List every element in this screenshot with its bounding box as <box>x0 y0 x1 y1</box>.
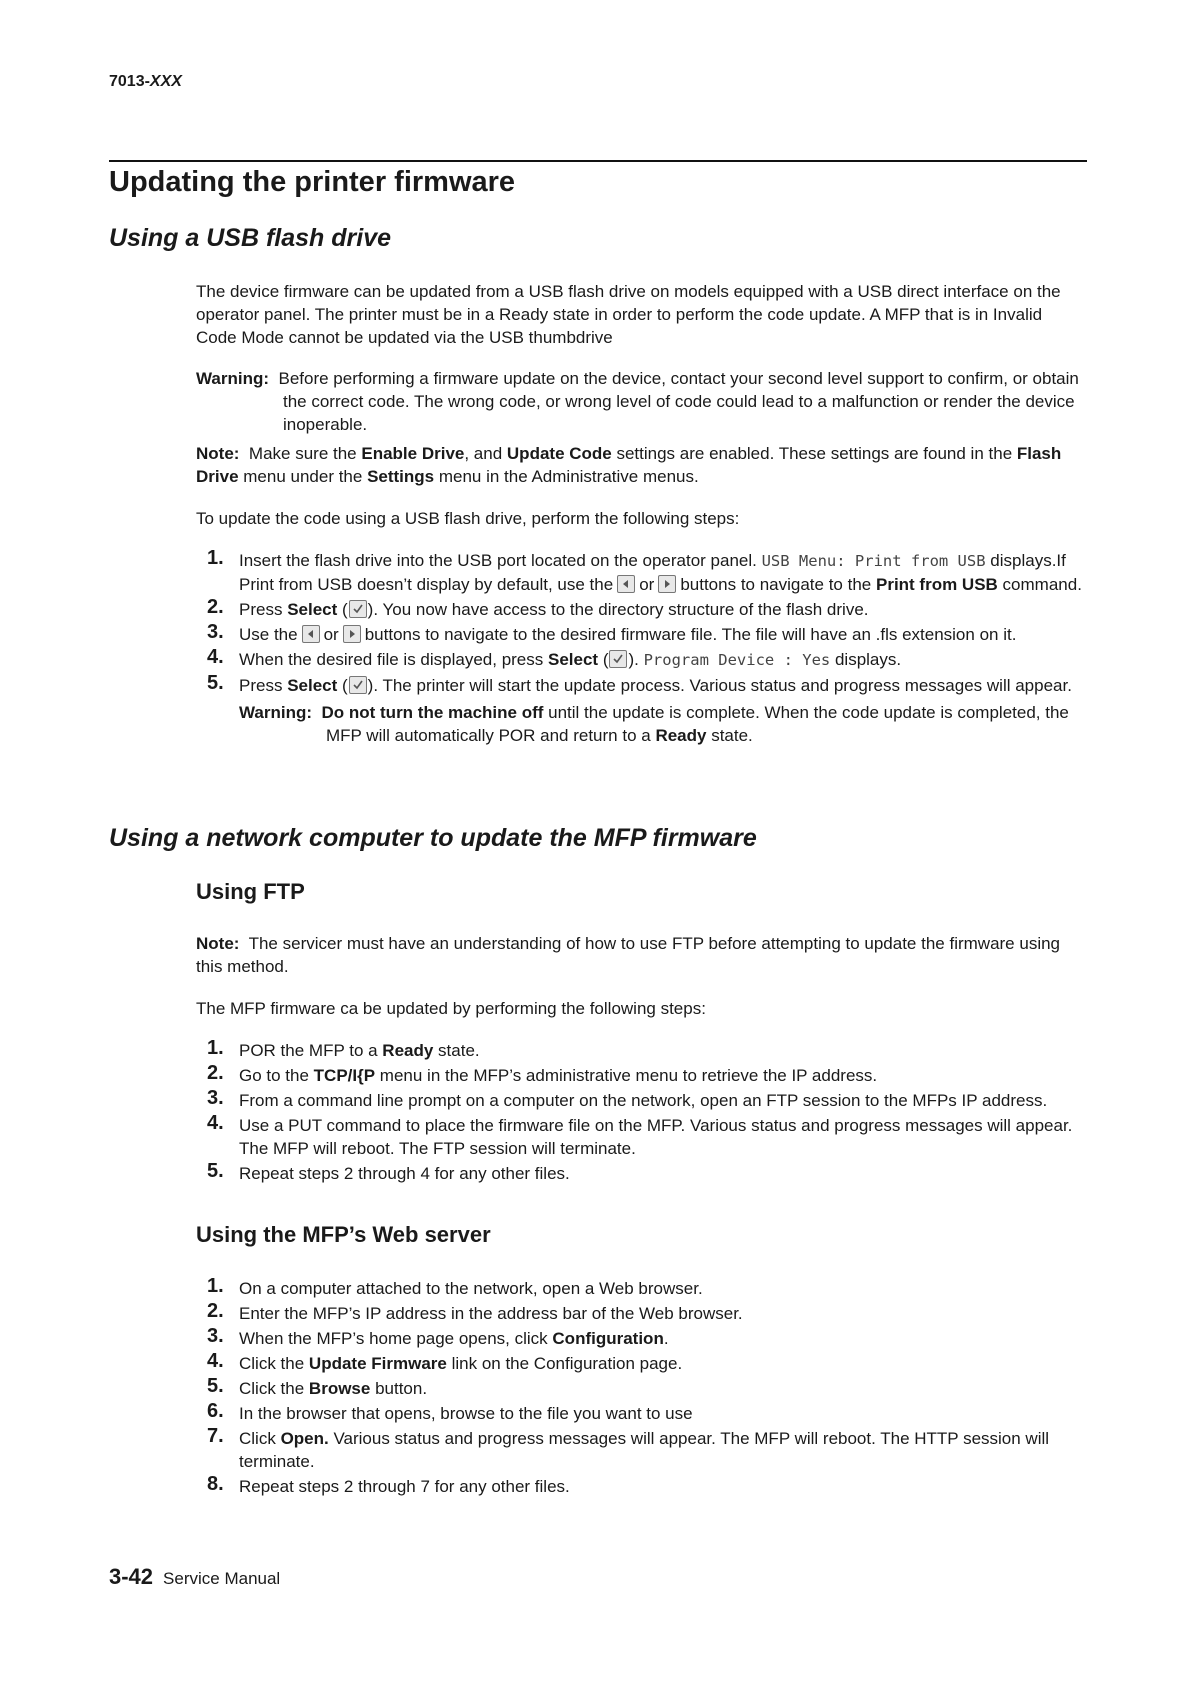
list-item: 6. In the browser that opens, browse to the file you want to use <box>207 1400 693 1423</box>
list-item: 1. POR the MFP to a Ready state. <box>207 1037 480 1060</box>
display-message: Program Device : Yes <box>643 651 831 669</box>
ftp-lead: The MFP firmware ca be updated by performing the following steps: <box>196 999 706 1018</box>
list-item: 2. Press Select ( ). You now have access to the directory structure of the flash drive. <box>207 596 869 619</box>
web-heading: Using the MFP’s Web server <box>196 1222 491 1247</box>
list-item: 3. Use the or buttons to navigate to the desired firmware file. The file will have an .fls extension on it. <box>207 621 1017 644</box>
right-arrow-icon <box>343 625 361 643</box>
list-item: 2. Enter the MFP’s IP address in the address bar of the Web browser. <box>207 1300 743 1323</box>
display-message: USB Menu: Print from USB <box>761 552 986 570</box>
select-check-icon <box>349 676 367 694</box>
ftp-heading: Using FTP <box>196 879 305 904</box>
web-section <box>196 1277 1084 1500</box>
list-item: 1. Insert the flash drive into the USB port located on the operator panel. USB Menu: Print from USB displays.If Print from USB doesn’t display by default, use the or buttons to navigate to the Print from USB command. <box>207 547 1082 594</box>
ftp-steps <box>196 1039 1084 1185</box>
usb-heading: Using a USB flash drive <box>109 224 392 252</box>
list-item: 5. Press Select ( ). The printer will start the update process. Various status and progress messages will appear. Warning: Do not turn the machine off until the update is complete. When the code update is completed, the MFP will automatically POR and return to a Ready state. <box>196 674 1084 747</box>
list-item: 3. From a command line prompt on a computer on the network, open an FTP session to the MFPs IP address. <box>207 1087 1048 1110</box>
list-item: 4. Click the Update Firmware link on the Configuration page. <box>207 1350 683 1373</box>
page-footer <box>109 1565 280 1590</box>
left-arrow-icon <box>617 575 635 593</box>
select-check-icon <box>609 650 627 668</box>
page-number: 3-42 <box>109 1564 154 1589</box>
list-item: 5. Click the Browse button. <box>207 1375 428 1398</box>
ftp-note: Note: The servicer must have an understanding of how to use FTP before attempting to update the firmware using this method. <box>196 934 1061 976</box>
list-item: 4. Use a PUT command to place the firmware file on the MFP. Various status and progress messages will appear. The MFP will reboot. The FTP session will terminate. <box>207 1112 1073 1158</box>
list-item: 3. When the MFP’s home page opens, click Configuration. <box>207 1325 669 1348</box>
list-item: 4. When the desired file is displayed, press Select ( ). Program Device : Yes displays. <box>207 646 902 669</box>
select-check-icon <box>349 600 367 618</box>
list-item: 1. On a computer attached to the network, open a Web browser. <box>207 1275 703 1298</box>
web-steps <box>196 1277 1084 1498</box>
list-item: 5. Repeat steps 2 through 4 for any other files. <box>207 1160 570 1183</box>
model-number: 7013-XXX <box>109 73 182 90</box>
usb-steps <box>196 549 1084 747</box>
left-arrow-icon <box>302 625 320 643</box>
ftp-section <box>196 932 1084 1187</box>
list-item: 2. Go to the TCP/I{P menu in the MFP’s administrative menu to retrieve the IP address. <box>207 1062 878 1085</box>
right-arrow-icon <box>658 575 676 593</box>
usb-lead: To update the code using a USB flash drive, perform the following steps: <box>196 509 740 528</box>
list-item: 7. Click Open. Various status and progress messages will appear. The MFP will reboot. The HTTP session will terminate. <box>207 1425 1050 1471</box>
usb-intro: The device firmware can be updated from a USB flash drive on models equipped with a USB direct interface on the operator panel. The printer must be in a Ready state in order to perform the code update. A MFP that is in Invalid Code Mode cannot be updated via the USB thumbdrive <box>196 282 1061 347</box>
step-warning: Warning: Do not turn the machine off until the update is complete. When the code update is completed, the MFP will automatically POR and return to a Ready state. <box>239 703 1069 745</box>
network-heading: Using a network computer to update the MFP firmware <box>109 824 757 852</box>
page-title: Updating the printer firmware <box>109 166 516 198</box>
usb-section <box>196 280 1084 749</box>
usb-note: Note: Make sure the Enable Drive, and Update Code settings are enabled. These settings are found in the Flash Drive menu under the Settings menu in the Administrative menus. <box>196 444 1062 486</box>
usb-warning: Warning: Before performing a firmware update on the device, contact your second level support to confirm, or obtain the correct code. The wrong code, or wrong level of code could lead to a malfunction or render the device inoperable. <box>196 369 1079 434</box>
footer-title: Service Manual <box>163 1569 281 1588</box>
list-item: 8. Repeat steps 2 through 7 for any other files. <box>207 1473 570 1496</box>
